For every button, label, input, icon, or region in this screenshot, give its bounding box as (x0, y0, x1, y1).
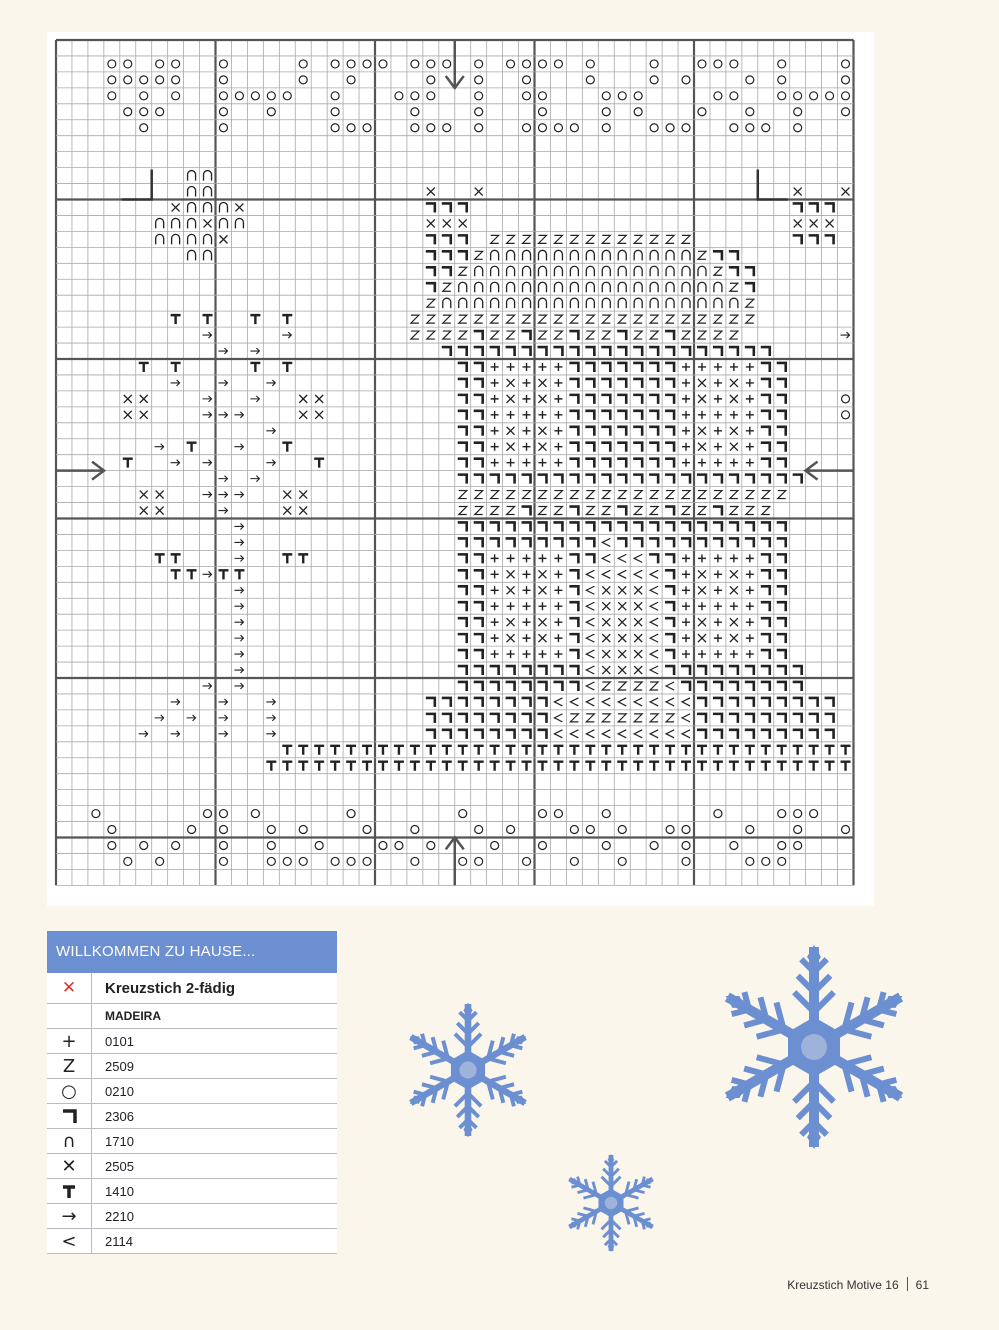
legend-row-2509 (47, 1054, 337, 1079)
brand-label: MADEIRA (105, 1009, 161, 1023)
stitch-type-row (47, 973, 337, 1004)
symbol-corner-icon (47, 1104, 92, 1128)
legend-row-1710 (47, 1129, 337, 1154)
legend-row-2306 (47, 1104, 337, 1129)
symbol-<-icon: < (47, 1229, 92, 1253)
cross-stitch-icon: ✕ (47, 973, 92, 1003)
legend-row-2210 (47, 1204, 337, 1229)
legend-title: WILLKOMMEN ZU HAUSE... (47, 931, 337, 973)
snowflake-small-icon (560, 1152, 662, 1254)
symbol-arch-icon: ∩ (47, 1129, 92, 1153)
legend-code: 1710 (105, 1133, 134, 1149)
legend-code: 2509 (105, 1058, 134, 1074)
legend-code: 0101 (105, 1033, 134, 1049)
legend-code: 0210 (105, 1083, 134, 1099)
page-number: 61 (915, 1278, 929, 1292)
snowflake-medium-icon (398, 1000, 538, 1140)
legend-code: 2306 (105, 1108, 134, 1124)
footer-divider (907, 1277, 908, 1291)
legend-row-0101 (47, 1029, 337, 1054)
symbol-+-icon: + (47, 1029, 92, 1053)
empty-cell (47, 1004, 92, 1028)
legend-row-0210 (47, 1079, 337, 1104)
legend-code: 2114 (105, 1233, 133, 1249)
symbol-T-icon (47, 1179, 92, 1203)
legend-code: 2210 (105, 1208, 134, 1224)
color-key-table (47, 931, 337, 1254)
brand-row (47, 1004, 337, 1029)
legend-code: 1410 (105, 1183, 134, 1199)
symbol-x-icon: ✕ (47, 1154, 92, 1178)
cross-stitch-chart (47, 32, 874, 906)
snowflake-large-icon (712, 940, 916, 1154)
stitch-type-label: Kreuzstich 2-fädig (105, 979, 236, 997)
chart-grid (47, 32, 874, 906)
symbol-Z-icon: Z (47, 1054, 92, 1078)
legend-code: 2505 (105, 1158, 134, 1174)
legend-row-2114 (47, 1229, 337, 1254)
symbol-o-icon: ○ (47, 1079, 92, 1103)
symbol-arrow-icon: → (47, 1204, 92, 1228)
legend-row-2505 (47, 1154, 337, 1179)
legend-row-1410 (47, 1179, 337, 1204)
page-footer (787, 1277, 929, 1292)
legend-entries (47, 1029, 337, 1254)
publication-title: Kreuzstich Motive 16 (787, 1278, 899, 1292)
